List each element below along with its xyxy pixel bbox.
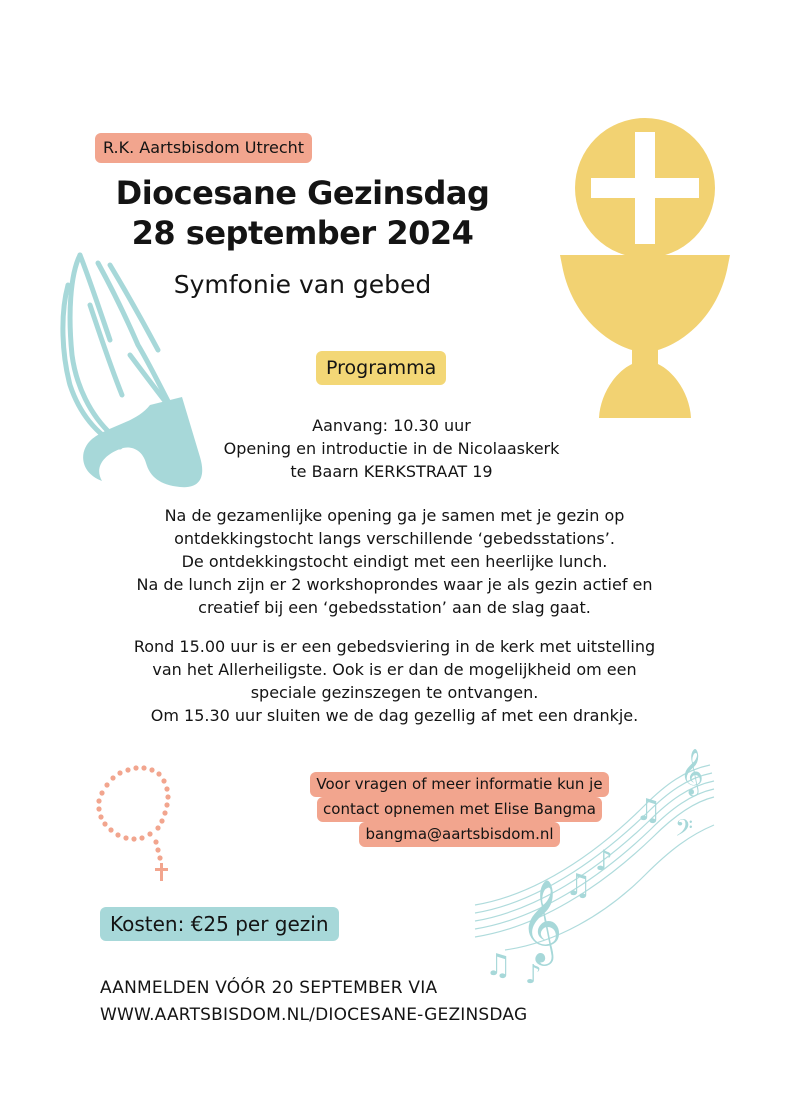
paragraph1-line: ontdekkingstocht langs verschillende ‘gebedsstations’. (174, 529, 615, 548)
svg-text:𝄢: 𝄢 (675, 814, 694, 847)
program-start: Aanvang: 10.30 uur (312, 416, 471, 435)
svg-text:♫: ♫ (635, 793, 662, 828)
paragraph1-line: De ontdekkingstocht eindigt met een heerlijke lunch. (181, 552, 608, 571)
event-subtitle: Symfonie van gebed (173, 270, 432, 299)
svg-text:♫: ♫ (485, 948, 512, 983)
paragraph1-line: creatief bij een ‘gebedsstation’ aan de slag gaat. (198, 598, 591, 617)
contact-email[interactable]: bangma@aartsbisdom.nl (359, 822, 559, 847)
organization-label: R.K. Aartsbisdom Utrecht (95, 133, 312, 163)
event-title-line1: Diocesane Gezinsdag (115, 174, 490, 212)
program-location: te Baarn KERKSTRAAT 19 (290, 462, 493, 481)
svg-text:𝄞: 𝄞 (520, 878, 563, 962)
costs-label: Kosten: €25 per gezin (100, 907, 339, 941)
svg-text:♪: ♪ (595, 844, 613, 877)
paragraph2-line: speciale gezinszegen te ontvangen. (250, 683, 539, 702)
svg-text:𝄞: 𝄞 (680, 749, 704, 795)
paragraph2-line: van het Allerheiligste. Ook is er dan de mogelijkheid om een (152, 660, 637, 679)
contact-line2: contact opnemen met Elise Bangma (317, 797, 602, 822)
paragraph1-line: Na de gezamenlijke opening ga je samen met je gezin op (164, 506, 625, 525)
svg-text:♫: ♫ (565, 868, 592, 903)
svg-text:♪: ♪ (525, 960, 542, 990)
chalice-host-icon (555, 110, 735, 420)
event-title-line2: 28 september 2024 (131, 214, 474, 252)
program-label: Programma (316, 351, 446, 385)
registration-url[interactable]: WWW.AARTSBISDOM.NL/DIOCESANE-GEZINSDAG (100, 1005, 528, 1025)
paragraph2-line: Om 15.30 uur sluiten we de dag gezellig af met een drankje. (150, 706, 639, 725)
rosary-icon (88, 760, 183, 885)
contact-box (287, 772, 632, 847)
contact-line1: Voor vragen of meer informatie kun je (310, 772, 608, 797)
registration-line1: AANMELDEN VÓÓR 20 SEPTEMBER VIA (100, 978, 438, 998)
program-opening: Opening en introductie in de Nicolaaskerk (223, 439, 560, 458)
paragraph2-line: Rond 15.00 uur is er een gebedsviering in de kerk met uitstelling (133, 637, 656, 656)
paragraph1-line: Na de lunch zijn er 2 workshoprondes waar je als gezin actief en (136, 575, 653, 594)
